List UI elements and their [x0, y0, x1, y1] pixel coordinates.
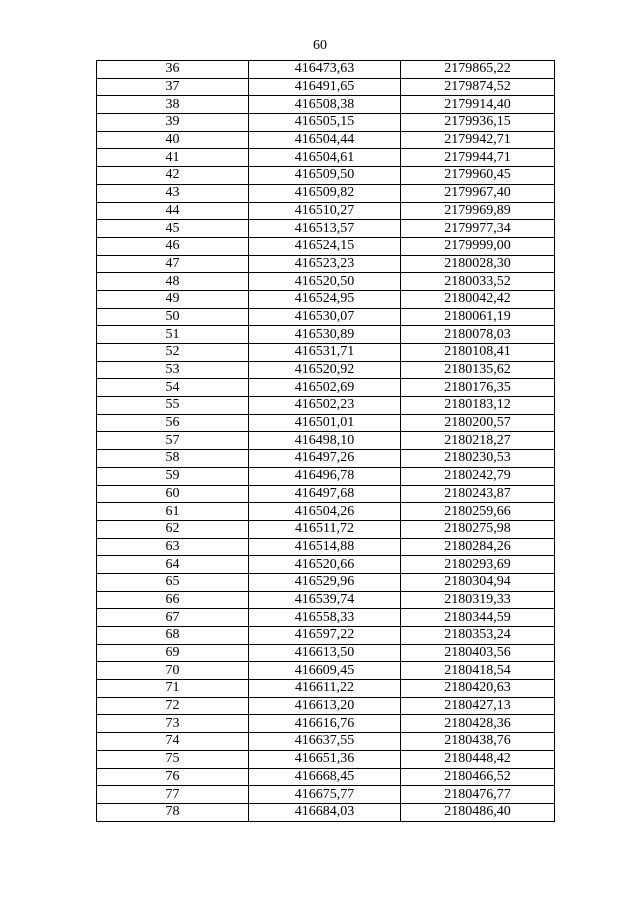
table-row — [97, 503, 555, 521]
x-coordinate-cell: 416504,61 — [249, 149, 401, 167]
x-coordinate-cell: 416497,68 — [249, 485, 401, 503]
y-coordinate-cell: 2180304,94 — [401, 573, 555, 591]
y-coordinate-cell: 2180200,57 — [401, 414, 555, 432]
point-number-cell: 36 — [97, 61, 249, 79]
point-number-cell: 68 — [97, 627, 249, 645]
point-number-cell: 48 — [97, 273, 249, 291]
point-number-cell: 52 — [97, 344, 249, 362]
y-coordinate-cell: 2179942,71 — [401, 131, 555, 149]
point-number-cell: 46 — [97, 237, 249, 255]
y-coordinate-cell: 2180135,62 — [401, 361, 555, 379]
point-number-cell: 78 — [97, 803, 249, 821]
x-coordinate-cell: 416496,78 — [249, 467, 401, 485]
point-number-cell: 73 — [97, 715, 249, 733]
point-number-cell: 50 — [97, 308, 249, 326]
table-row — [97, 167, 555, 185]
point-number-cell: 47 — [97, 255, 249, 273]
y-coordinate-cell: 2179874,52 — [401, 78, 555, 96]
table-row — [97, 344, 555, 362]
point-number-cell: 72 — [97, 697, 249, 715]
y-coordinate-cell: 2180028,30 — [401, 255, 555, 273]
x-coordinate-cell: 416520,50 — [249, 273, 401, 291]
table-row — [97, 538, 555, 556]
y-coordinate-cell: 2180033,52 — [401, 273, 555, 291]
x-coordinate-cell: 416520,92 — [249, 361, 401, 379]
x-coordinate-cell: 416539,74 — [249, 591, 401, 609]
x-coordinate-cell: 416508,38 — [249, 96, 401, 114]
x-coordinate-cell: 416529,96 — [249, 573, 401, 591]
point-number-cell: 65 — [97, 573, 249, 591]
coordinates-table-body — [97, 61, 555, 822]
table-row — [97, 644, 555, 662]
x-coordinate-cell: 416668,45 — [249, 768, 401, 786]
table-row — [97, 803, 555, 821]
point-number-cell: 40 — [97, 131, 249, 149]
x-coordinate-cell: 416530,07 — [249, 308, 401, 326]
y-coordinate-cell: 2180243,87 — [401, 485, 555, 503]
point-number-cell: 43 — [97, 184, 249, 202]
table-row — [97, 573, 555, 591]
x-coordinate-cell: 416675,77 — [249, 786, 401, 804]
table-row — [97, 733, 555, 751]
table-row — [97, 414, 555, 432]
x-coordinate-cell: 416514,88 — [249, 538, 401, 556]
point-number-cell: 55 — [97, 397, 249, 415]
x-coordinate-cell: 416651,36 — [249, 750, 401, 768]
page-number: 60 — [313, 38, 327, 53]
y-coordinate-cell: 2179914,40 — [401, 96, 555, 114]
x-coordinate-cell: 416509,50 — [249, 167, 401, 185]
point-number-cell: 37 — [97, 78, 249, 96]
x-coordinate-cell: 416531,71 — [249, 344, 401, 362]
y-coordinate-cell: 2180293,69 — [401, 556, 555, 574]
point-number-cell: 66 — [97, 591, 249, 609]
table-row — [97, 184, 555, 202]
point-number-cell: 64 — [97, 556, 249, 574]
table-row — [97, 220, 555, 238]
table-row — [97, 114, 555, 132]
x-coordinate-cell: 416491,65 — [249, 78, 401, 96]
x-coordinate-cell: 416498,10 — [249, 432, 401, 450]
point-number-cell: 53 — [97, 361, 249, 379]
y-coordinate-cell: 2180259,66 — [401, 503, 555, 521]
table-row — [97, 78, 555, 96]
table-row — [97, 609, 555, 627]
table-row — [97, 61, 555, 79]
x-coordinate-cell: 416611,22 — [249, 680, 401, 698]
y-coordinate-cell: 2180428,36 — [401, 715, 555, 733]
y-coordinate-cell: 2180183,12 — [401, 397, 555, 415]
y-coordinate-cell: 2180466,52 — [401, 768, 555, 786]
table-row — [97, 485, 555, 503]
point-number-cell: 62 — [97, 520, 249, 538]
y-coordinate-cell: 2179977,34 — [401, 220, 555, 238]
x-coordinate-cell: 416497,26 — [249, 450, 401, 468]
x-coordinate-cell: 416504,26 — [249, 503, 401, 521]
point-number-cell: 61 — [97, 503, 249, 521]
y-coordinate-cell: 2180218,27 — [401, 432, 555, 450]
table-row — [97, 237, 555, 255]
y-coordinate-cell: 2179960,45 — [401, 167, 555, 185]
table-row — [97, 556, 555, 574]
table-row — [97, 697, 555, 715]
table-row — [97, 520, 555, 538]
x-coordinate-cell: 416505,15 — [249, 114, 401, 132]
y-coordinate-cell: 2180042,42 — [401, 290, 555, 308]
x-coordinate-cell: 416616,76 — [249, 715, 401, 733]
y-coordinate-cell: 2180176,35 — [401, 379, 555, 397]
point-number-cell: 60 — [97, 485, 249, 503]
x-coordinate-cell: 416501,01 — [249, 414, 401, 432]
table-row — [97, 662, 555, 680]
x-coordinate-cell: 416684,03 — [249, 803, 401, 821]
point-number-cell: 74 — [97, 733, 249, 751]
table-row — [97, 627, 555, 645]
point-number-cell: 51 — [97, 326, 249, 344]
table-row — [97, 361, 555, 379]
point-number-cell: 49 — [97, 290, 249, 308]
point-number-cell: 45 — [97, 220, 249, 238]
y-coordinate-cell: 2180108,41 — [401, 344, 555, 362]
x-coordinate-cell: 416524,15 — [249, 237, 401, 255]
x-coordinate-cell: 416502,69 — [249, 379, 401, 397]
x-coordinate-cell: 416504,44 — [249, 131, 401, 149]
point-number-cell: 70 — [97, 662, 249, 680]
point-number-cell: 38 — [97, 96, 249, 114]
x-coordinate-cell: 416513,57 — [249, 220, 401, 238]
x-coordinate-cell: 416524,95 — [249, 290, 401, 308]
x-coordinate-cell: 416558,33 — [249, 609, 401, 627]
y-coordinate-cell: 2180427,13 — [401, 697, 555, 715]
y-coordinate-cell: 2180230,53 — [401, 450, 555, 468]
y-coordinate-cell: 2179967,40 — [401, 184, 555, 202]
point-number-cell: 75 — [97, 750, 249, 768]
table-row — [97, 273, 555, 291]
y-coordinate-cell: 2179936,15 — [401, 114, 555, 132]
y-coordinate-cell: 2180344,59 — [401, 609, 555, 627]
y-coordinate-cell: 2179865,22 — [401, 61, 555, 79]
y-coordinate-cell: 2179969,89 — [401, 202, 555, 220]
x-coordinate-cell: 416637,55 — [249, 733, 401, 751]
y-coordinate-cell: 2180275,98 — [401, 520, 555, 538]
x-coordinate-cell: 416530,89 — [249, 326, 401, 344]
table-row — [97, 290, 555, 308]
y-coordinate-cell: 2180319,33 — [401, 591, 555, 609]
point-number-cell: 57 — [97, 432, 249, 450]
y-coordinate-cell: 2180438,76 — [401, 733, 555, 751]
point-number-cell: 71 — [97, 680, 249, 698]
table-row — [97, 131, 555, 149]
point-number-cell: 58 — [97, 450, 249, 468]
y-coordinate-cell: 2180061,19 — [401, 308, 555, 326]
y-coordinate-cell: 2180486,40 — [401, 803, 555, 821]
x-coordinate-cell: 416473,63 — [249, 61, 401, 79]
point-number-cell: 77 — [97, 786, 249, 804]
y-coordinate-cell: 2180078,03 — [401, 326, 555, 344]
y-coordinate-cell: 2180476,77 — [401, 786, 555, 804]
point-number-cell: 76 — [97, 768, 249, 786]
point-number-cell: 42 — [97, 167, 249, 185]
x-coordinate-cell: 416523,23 — [249, 255, 401, 273]
y-coordinate-cell: 2180284,26 — [401, 538, 555, 556]
table-row — [97, 450, 555, 468]
coordinates-table — [96, 60, 555, 822]
x-coordinate-cell: 416520,66 — [249, 556, 401, 574]
y-coordinate-cell: 2179999,00 — [401, 237, 555, 255]
table-row — [97, 96, 555, 114]
y-coordinate-cell: 2180242,79 — [401, 467, 555, 485]
table-row — [97, 202, 555, 220]
table-row — [97, 750, 555, 768]
x-coordinate-cell: 416597,22 — [249, 627, 401, 645]
point-number-cell: 69 — [97, 644, 249, 662]
table-row — [97, 379, 555, 397]
table-row — [97, 786, 555, 804]
y-coordinate-cell: 2180353,24 — [401, 627, 555, 645]
x-coordinate-cell: 416510,27 — [249, 202, 401, 220]
x-coordinate-cell: 416502,23 — [249, 397, 401, 415]
y-coordinate-cell: 2180403,56 — [401, 644, 555, 662]
x-coordinate-cell: 416509,82 — [249, 184, 401, 202]
table-row — [97, 715, 555, 733]
x-coordinate-cell: 416613,50 — [249, 644, 401, 662]
table-row — [97, 397, 555, 415]
point-number-cell: 41 — [97, 149, 249, 167]
x-coordinate-cell: 416613,20 — [249, 697, 401, 715]
y-coordinate-cell: 2180448,42 — [401, 750, 555, 768]
x-coordinate-cell: 416609,45 — [249, 662, 401, 680]
table-row — [97, 326, 555, 344]
point-number-cell: 44 — [97, 202, 249, 220]
table-row — [97, 591, 555, 609]
point-number-cell: 56 — [97, 414, 249, 432]
point-number-cell: 63 — [97, 538, 249, 556]
y-coordinate-cell: 2180418,54 — [401, 662, 555, 680]
table-row — [97, 149, 555, 167]
point-number-cell: 59 — [97, 467, 249, 485]
table-row — [97, 768, 555, 786]
table-row — [97, 308, 555, 326]
table-row — [97, 255, 555, 273]
point-number-cell: 54 — [97, 379, 249, 397]
y-coordinate-cell: 2179944,71 — [401, 149, 555, 167]
table-row — [97, 432, 555, 450]
table-row — [97, 467, 555, 485]
table-row — [97, 680, 555, 698]
point-number-cell: 67 — [97, 609, 249, 627]
point-number-cell: 39 — [97, 114, 249, 132]
y-coordinate-cell: 2180420,63 — [401, 680, 555, 698]
x-coordinate-cell: 416511,72 — [249, 520, 401, 538]
